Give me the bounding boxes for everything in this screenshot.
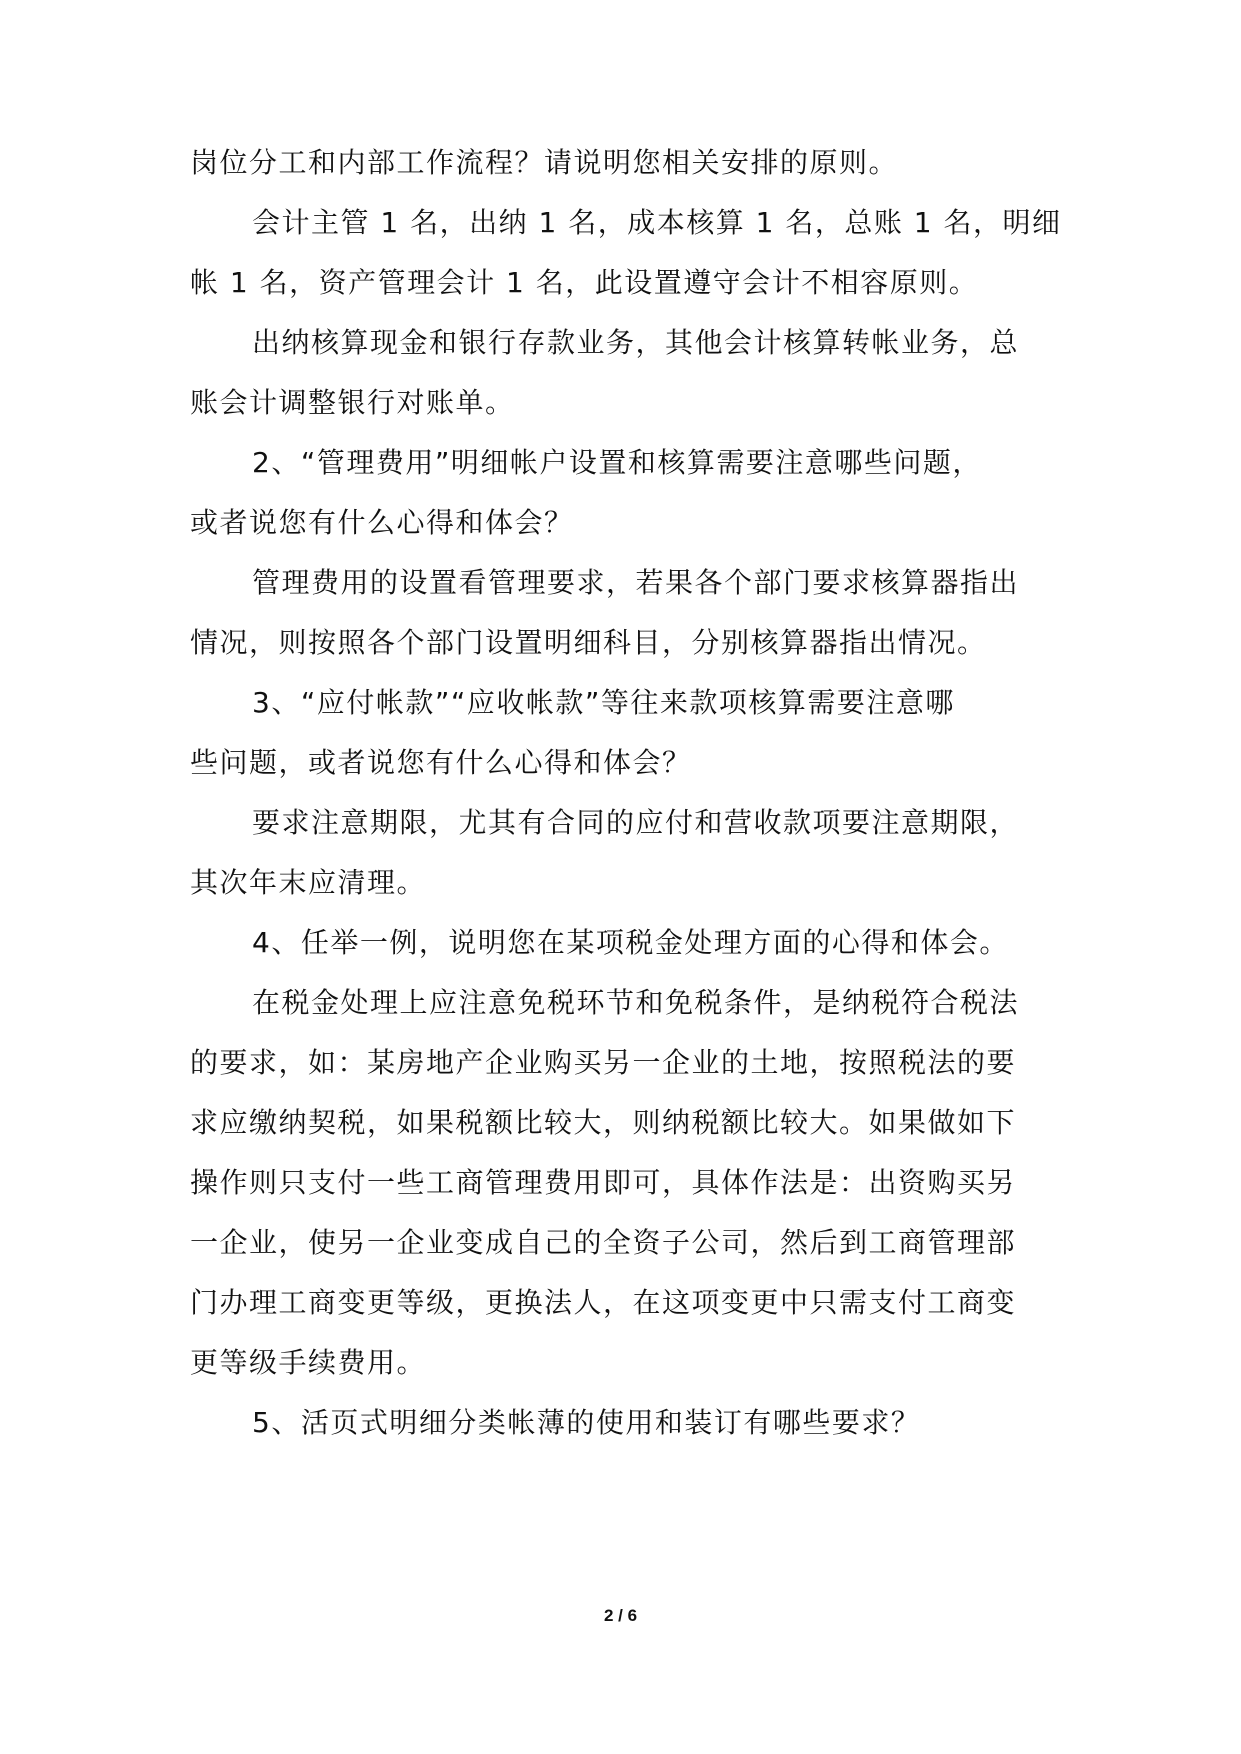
text-line-2: 会计主管 1 名，出纳 1 名，成本核算 1 名，总账 1 名，明细 [252,206,1062,239]
text-line-21: 更等级手续费用。 [190,1346,427,1379]
text-line-3: 帐 1 名，资产管理会计 1 名，此设置遵守会计不相容原则。 [190,266,979,299]
text-line-5: 账会计调整银行对账单。 [190,386,515,419]
text-line-16: 的要求，如：某房地产企业购买另一企业的土地，按照税法的要 [190,1046,1017,1079]
text-line-7: 或者说您有什么心得和体会？ [190,506,574,539]
text-line-4: 出纳核算现金和银行存款业务，其他会计核算转帐业务，总 [252,326,1020,359]
text-line-18: 操作则只支付一些工商管理费用即可，具体作法是：出资购买另 [190,1166,1017,1199]
text-line-10: 3、“应付帐款”“应收帐款”等往来款项核算需要注意哪 [252,686,955,719]
text-line-19: 一企业，使另一企业变成自己的全资子公司，然后到工商管理部 [190,1226,1017,1259]
text-line-14: 4、任举一例，说明您在某项税金处理方面的心得和体会。 [252,926,1009,959]
text-line-12: 要求注意期限，尤其有合同的应付和营收款项要注意期限， [252,806,1020,839]
text-line-22: 5、活页式明细分类帐薄的使用和装订有哪些要求？ [252,1406,921,1439]
text-line-1: 岗位分工和内部工作流程？请说明您相关安排的原则。 [190,146,899,179]
text-line-20: 门办理工商变更等级，更换法人，在这项变更中只需支付工商变 [190,1286,1017,1319]
text-line-13: 其次年末应清理。 [190,866,427,899]
text-line-17: 求应缴纳契税，如果税额比较大，则纳税额比较大。如果做如下 [190,1106,1017,1139]
text-line-11: 些问题，或者说您有什么心得和体会？ [190,746,692,779]
page-number: 2 / 6 [603,1606,638,1625]
text-line-6: 2、“管理费用”明细帐户设置和核算需要注意哪些问题， [252,446,982,479]
text-line-9: 情况，则按照各个部门设置明细科目，分别核算器指出情况。 [190,626,987,659]
text-line-8: 管理费用的设置看管理要求，若果各个部门要求核算器指出 [252,566,1020,599]
text-line-15: 在税金处理上应注意免税环节和免税条件，是纳税符合税法 [252,986,1020,1019]
